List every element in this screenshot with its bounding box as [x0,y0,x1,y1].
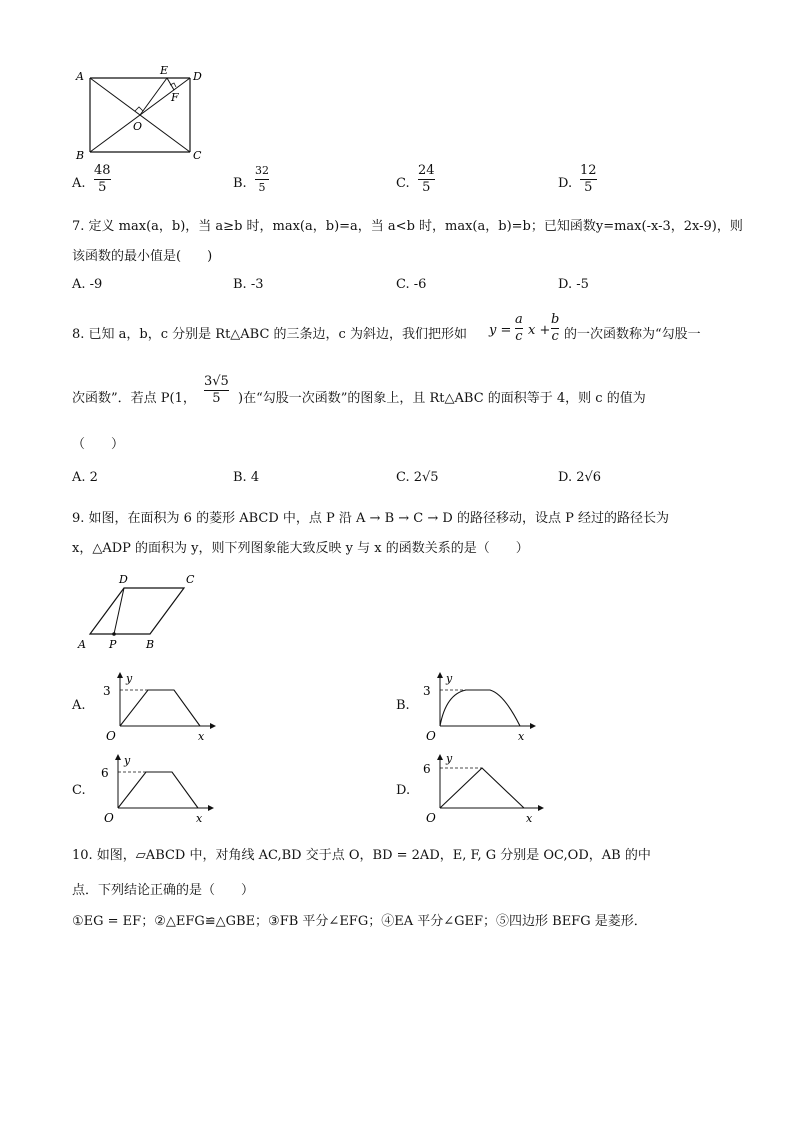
q9-option-a-graph [100,672,220,742]
q6-option-a-den: 5 [98,180,107,195]
q6-option-c-letter: C. [396,176,410,191]
q8-formula-frac2 [551,313,559,344]
q9-option-b-x-label: x [518,730,525,743]
q8-formula-y: y = [489,323,512,338]
q6-option-a [72,176,86,191]
q8-formula-x: x + [528,323,551,338]
q8-option-d: D. 2√6 [558,470,602,485]
q10-text-line3: ①EG = EF；②△EFG≌△GBE；③FB 平分∠EFG；④EA 平分∠GEF；⑤四边形 BEFG 是菱形． [72,914,647,929]
q9-label-P: P [109,638,117,651]
q6-option-a-fraction [94,164,111,195]
q6-label-E: E [160,64,169,77]
q8-text-line1-start: 8. 已知 a，b，c 分别是 Rt△ABC 的三条边，c 为斜边，我们把形如 [72,327,467,342]
q6-option-b [233,176,247,191]
q9-label-B: B [146,638,155,651]
q6-option-c-fraction [418,164,435,195]
q6-option-d-fraction [580,164,597,195]
q9-option-c-ymark: 6 [101,766,109,780]
q9-option-b-ymark: 3 [423,684,431,698]
q8-option-b: B. 4 [233,470,260,485]
q6-option-b-fraction [255,164,269,195]
q8-text-line3: （ ） [72,437,125,452]
q9-option-c-origin: O [104,811,114,825]
q6-option-a-letter: A. [72,176,86,191]
q9-option-d-letter: D. [396,783,411,798]
q7-option-c: C. -6 [396,277,427,292]
q6-rectangle-figure [70,62,210,162]
q9-rhombus-figure [76,570,216,650]
q9-option-d-ymark: 6 [423,762,431,776]
q9-option-a-ymark: 3 [103,684,111,698]
q9-option-d-x-label: x [526,812,533,825]
q6-option-c [396,176,410,191]
q9-option-c-x-label: x [196,812,203,825]
q10-text-line1: 10. 如图，▱ABCD 中，对角线 AC,BD 交于点 O，BD = 2AD，E, F, G 分别是 OC,OD，AB 的中 [72,848,651,863]
q8-formula-frac1 [515,313,523,344]
q6-option-d-den: 5 [584,180,593,195]
q6-option-d [558,176,572,191]
q6-option-d-num: 12 [580,163,597,178]
q7-text-line1: 7. 定义 max(a，b)，当 a≥b 时，max(a，b)=a，当 a<b 时，max(a，b)=b；已知函数y=max(-x-3，2x-9)，则 [72,219,743,234]
q8-text-line2-start: 次函数”．若点 P(1， [72,391,196,406]
q6-label-D: D [193,70,202,83]
q7-option-a: A. -9 [72,277,103,292]
q6-label-A: A [76,70,84,83]
q9-option-a-origin: O [106,729,116,743]
q9-option-b-graph [420,672,540,742]
q9-option-a-letter: A. [72,698,86,713]
q8-formula-frac2-den: c [551,329,559,344]
q6-label-F: F [171,91,179,104]
q9-text-line1: 9. 如图，在面积为 6 的菱形 ABCD 中，点 P 沿 A → B → C → D 的路径移动，设点 P 经过的路径长为 [72,511,669,526]
q9-option-b-origin: O [426,729,436,743]
q9-option-d-y-label: y [446,752,453,765]
q6-option-b-letter: B. [233,176,247,191]
q8-text-line1-end: 的一次函数称为“勾股一 [564,327,701,342]
q7-option-b: B. -3 [233,277,264,292]
q8-formula-frac1-num: a [515,312,523,327]
q6-label-O: O [133,120,143,133]
q6-option-b-den: 5 [258,181,266,194]
q7-option-d: D. -5 [558,277,589,292]
q9-option-c-letter: C. [72,783,86,798]
q8-point-frac [204,375,229,406]
q6-option-b-num: 32 [255,164,269,177]
q8-formula-frac2-num: b [551,312,560,327]
q9-option-d-graph [420,754,550,824]
q7-text-line2: 该函数的最小值是( ) [72,249,213,264]
q9-label-D: D [119,573,128,586]
q6-option-c-den: 5 [422,180,431,195]
q9-text-line2: x，△ADP 的面积为 y，则下列图象能大致反映 y 与 x 的函数关系的是（ ） [72,541,529,556]
q9-option-c-y-label: y [124,754,131,767]
q9-option-b-letter: B. [396,698,410,713]
q10-text-line2: 点．下列结论正确的是（ ） [72,883,255,898]
q8-option-a: A. 2 [72,470,98,485]
q8-text-line2-end: )在“勾股一次函数”的图象上，且 Rt△ABC 的面积等于 4，则 c 的值为 [238,391,646,406]
q8-point-frac-den: 5 [212,391,221,406]
q9-option-a-y-label: y [126,672,133,685]
q6-option-c-num: 24 [418,163,435,178]
q8-option-c: C. 2√5 [396,470,439,485]
q9-option-d-origin: O [426,811,436,825]
q8-formula-frac1-den: c [515,329,523,344]
q6-option-a-num: 48 [94,163,111,178]
q9-label-A: A [78,638,86,651]
q8-point-frac-num: 3√5 [204,374,229,389]
q6-label-C: C [193,149,202,162]
q9-label-C: C [186,573,195,586]
q9-option-b-y-label: y [446,672,453,685]
q6-label-B: B [76,149,85,162]
q9-option-c-graph [98,754,218,824]
q9-option-a-x-label: x [198,730,205,743]
q6-option-d-letter: D. [558,176,573,191]
